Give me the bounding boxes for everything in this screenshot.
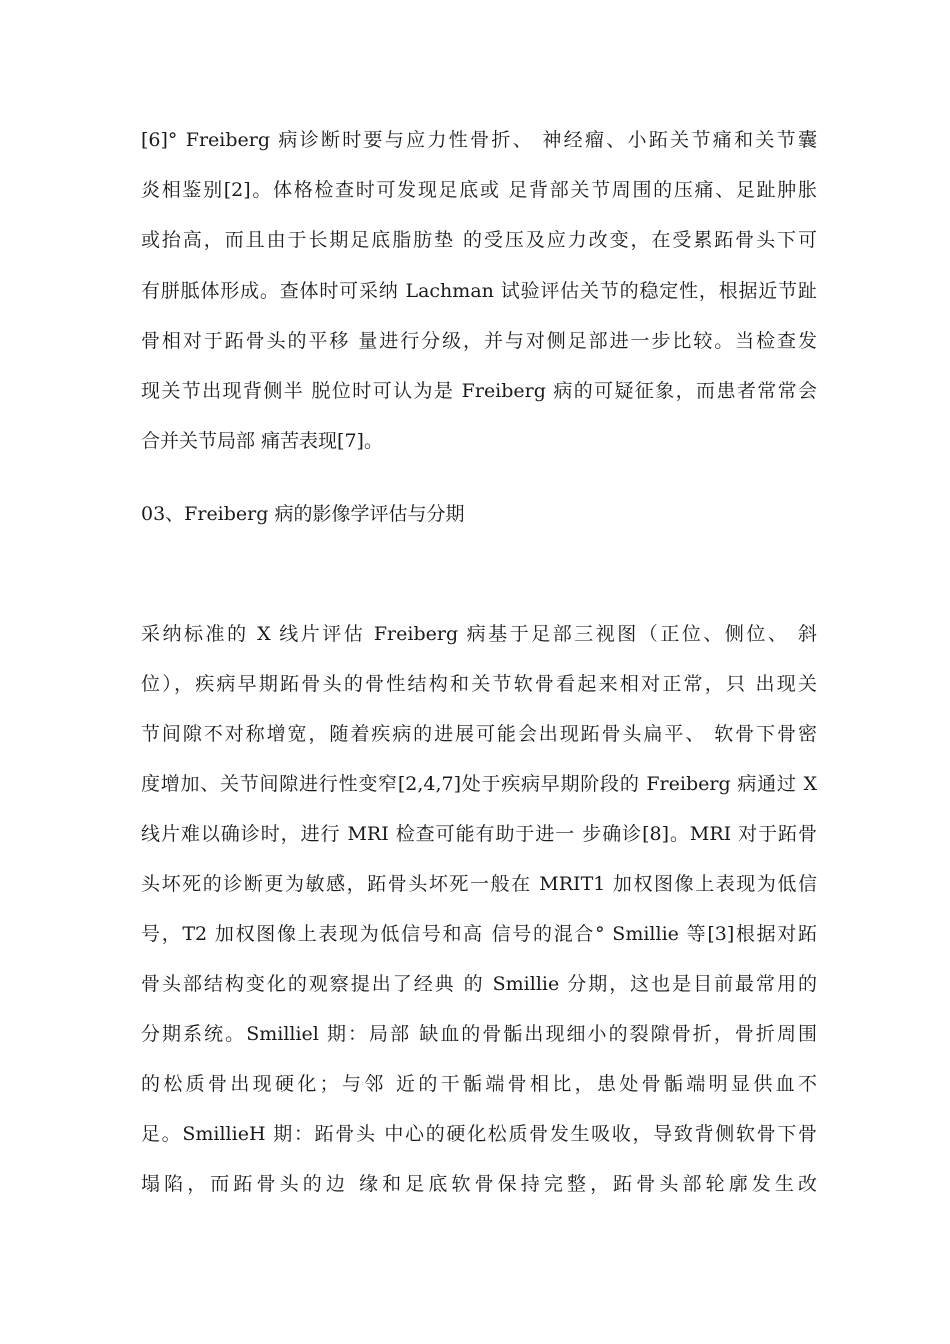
text-line: 合并关节局部 痛苦表现[7]。: [141, 430, 383, 452]
text-line: 足。SmillieH 期：跖骨头 中心的硬化松质骨发生吸收，导致背侧软骨下骨: [141, 1123, 817, 1145]
text-line: 现关节出现背侧半 脱位时可认为是 Freiberg 病的可疑征象，而患者常常会: [141, 380, 817, 402]
text-line: 的松质骨出现硬化；与邻 近的干骺端骨相比，患处骨骺端明显供血不: [141, 1073, 817, 1095]
text-line: 骨相对于跖骨头的平移 量进行分级，并与对侧足部进一步比较。当检查发: [141, 330, 817, 352]
text-line: 有胼胝体形成。查体时可采纳 Lachman 试验评估关节的稳定性，根据近节趾: [141, 280, 817, 302]
text-line: 线片难以确诊时，进行 MRI 检查可能有助于进一 步确诊[8]。MRI 对于跖骨: [141, 823, 817, 845]
text-line: 分期系统。Smilliel 期：局部 缺血的骨骺出现细小的裂隙骨折，骨折周围: [141, 1023, 817, 1045]
section-heading: 03、Freiberg 病的影像学评估与分期: [141, 503, 465, 525]
text-line: 号，T2 加权图像上表现为低信号和高 信号的混合° Smillie 等[3]根据对跖: [141, 923, 817, 945]
text-line: 炎相鉴别[2]。体格检查时可发现足底或 足背部关节周围的压痛、足趾肿胀: [141, 179, 817, 201]
text-line: 头坏死的诊断更为敏感，跖骨头坏死一般在 MRIT1 加权图像上表现为低信: [141, 873, 817, 895]
text-line: 或抬高，而且由于长期足底脂肪垫 的受压及应力改变，在受累跖骨头下可: [141, 229, 817, 251]
text-line: [6]° Freiberg 病诊断时要与应力性骨折、 神经瘤、小跖关节痛和关节囊: [141, 129, 817, 151]
text-line: 骨头部结构变化的观察提出了经典 的 Smillie 分期，这也是目前最常用的: [141, 973, 817, 995]
text-line: 采纳标准的 X 线片评估 Freiberg 病基于足部三视图（正位、侧位、 斜: [141, 623, 817, 645]
text-line: 塌陷，而跖骨头的边 缘和足底软骨保持完整，跖骨头部轮廓发生改: [141, 1173, 817, 1195]
document-page: [141, 0, 817, 1344]
text-line: 节间隙不对称增宽，随着疾病的进展可能会出现跖骨头扁平、 软骨下骨密: [141, 723, 817, 745]
text-line: 位），疾病早期跖骨头的骨性结构和关节软骨看起来相对正常，只 出现关: [141, 673, 817, 695]
text-line: 度增加、关节间隙进行性变窄[2,4,7]处于疾病早期阶段的 Freiberg 病通过 X: [141, 773, 817, 795]
